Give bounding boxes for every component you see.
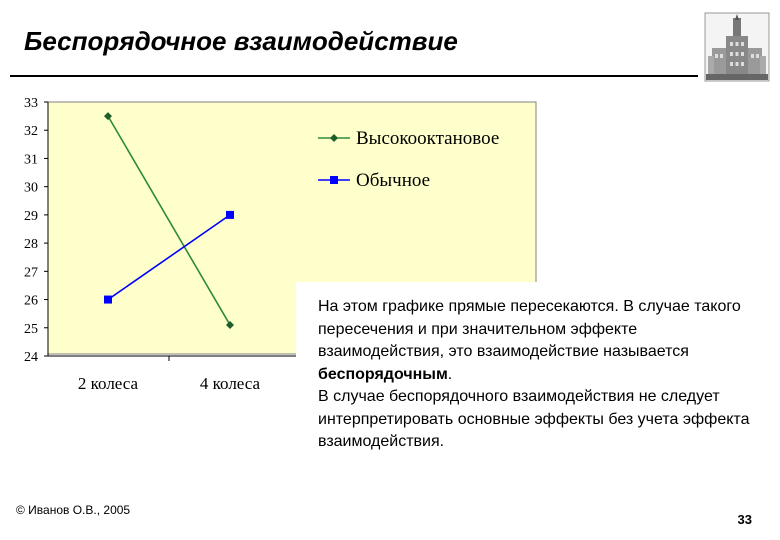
- note-punctuation: .: [447, 365, 453, 383]
- y-tick-label: 28: [24, 237, 38, 253]
- university-logo: [704, 12, 770, 82]
- explanation-note: [296, 282, 766, 462]
- slide-title: Беспорядочное взаимодействие: [24, 26, 458, 56]
- y-tick-label: 33: [24, 96, 38, 111]
- legend-label: Высокооктановое: [356, 128, 500, 149]
- x-tick-label: 2 колеса: [77, 374, 139, 393]
- y-tick-label: 30: [24, 180, 38, 196]
- legend-label: Обычное: [356, 170, 431, 191]
- y-tick-label: 29: [24, 208, 38, 224]
- y-tick-label: 32: [24, 124, 38, 140]
- copyright-footer: © Иванов О.В., 2005: [16, 503, 131, 517]
- note-paragraph-2: В случае беспорядочного взаимодействия не следует интерпретировать основные эффекты без учета эффекта взаимодействия.: [318, 388, 750, 450]
- y-tick-label: 26: [24, 293, 38, 309]
- data-point: [226, 211, 234, 219]
- y-tick-label: 25: [24, 321, 38, 337]
- note-paragraph-1: [318, 296, 766, 386]
- legend-marker: [330, 176, 338, 184]
- x-tick-label: 4 колеса: [199, 374, 261, 393]
- page-number: 33: [737, 512, 752, 527]
- title-divider: [10, 75, 698, 77]
- y-tick-label: 27: [24, 265, 38, 281]
- note-emphasis: беспорядочным: [318, 365, 448, 383]
- note-text-1: На этом графике прямые пересекаются. В случае такого пересечения и при значительном эффекте взаимодействия, это взаимодействие называется: [318, 298, 741, 360]
- data-point: [104, 296, 112, 304]
- y-tick-label: 24: [24, 350, 38, 365]
- y-tick-label: 31: [24, 152, 38, 168]
